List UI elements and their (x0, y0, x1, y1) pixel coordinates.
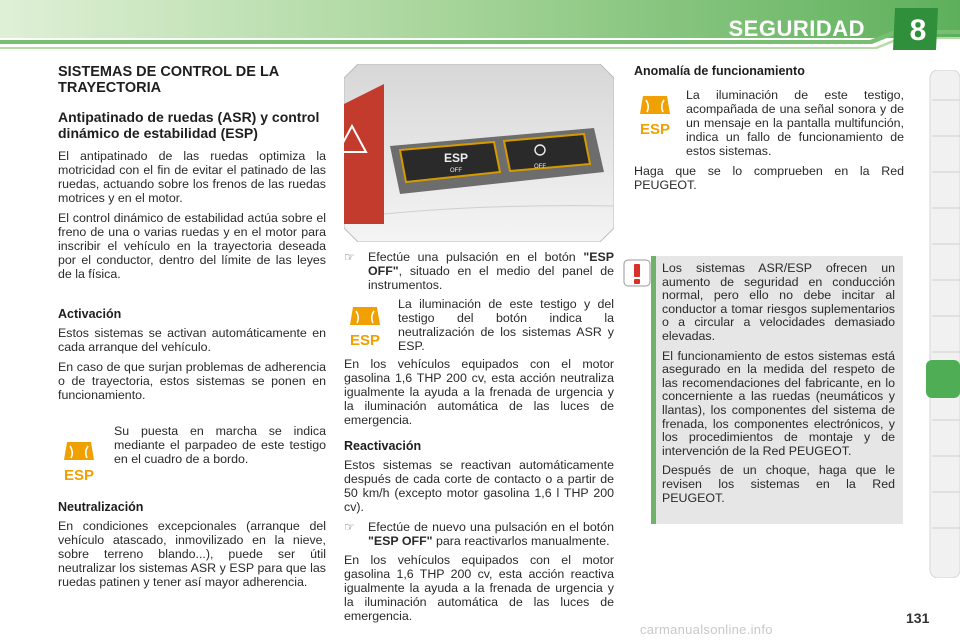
left-column (58, 64, 326, 595)
page-number: 131 (906, 610, 930, 626)
svg-text:OFF: OFF (450, 168, 462, 174)
note-paragraph: Después de un choque, haga que le revisen los sistemas en la Red PEUGEOT. (662, 463, 895, 505)
dashboard-photo (344, 64, 614, 242)
warning-exclamation-icon (622, 258, 652, 288)
section-title: SISTEMAS DE CONTROL DE LA TRAYECTORIA (58, 64, 279, 96)
svg-text:ESP: ESP (63, 467, 95, 484)
watermark: carmanualsonline.info (640, 622, 773, 637)
esp-warning-icon (344, 303, 386, 349)
chapter-title: SEGURIDAD (728, 16, 865, 41)
activation-heading: Activación (58, 307, 122, 321)
esp-off-button-label: ESP (443, 151, 469, 165)
paragraph: Estos sistemas se activan automáticamente en cada arranque del vehículo. (58, 326, 326, 354)
paragraph: Haga que se lo comprueben en la Red PEUGEOT. (634, 164, 904, 192)
paragraph: El control dinámico de estabilidad actúa sobre el freno de una o varias ruedas y en el motor para inscribir el vehículo en la trayectoria deseada por el conductor, dentro del límite de las leyes de la física. (58, 211, 326, 281)
svg-text:OFF: OFF (534, 164, 546, 170)
malfunction-description: La iluminación de este testigo, acompañada de una señal sonora y de un mensaje en la pantalla multifunción, indica un fallo de funcionamiento de estos sistemas. (686, 88, 904, 158)
safety-note (651, 256, 903, 524)
neutralization-heading: Neutralización (58, 500, 144, 514)
paragraph: En condiciones excepcionales (arranque del vehículo atascado, inmovilizado en la nieve, sobre terreno blando...), puede ser útil neutralizar los sistemas ASR y ESP para que las ruedas patinen y tener así mayor adherencia. (58, 519, 326, 589)
subsection-title: Antipatinado de ruedas (ASR) y control dinámico de estabilidad (ESP) (58, 109, 320, 141)
paragraph: El antipatinado de las ruedas optimiza la motricidad con el fin de evitar el patinado de las ruedas, actuando sobre los frenos de las ruedas motrices y en el motor. (58, 149, 326, 205)
indicator-description: Su puesta en marcha se indica mediante el parpadeo de este testigo en el cuadro de a bordo. (114, 424, 326, 466)
instruction-item: ☞ Efectúe una pulsación en el botón "ESP OFF", situado en el medio del panel de instrumentos. (344, 250, 614, 292)
svg-text:ESP: ESP (349, 332, 381, 349)
right-column (634, 64, 904, 198)
note-paragraph: Los sistemas ASR/ESP ofrecen un aumento de seguridad en conducción normal, pero ello no debe incitar al conductor a tomar riesgos suplementarios o a circular a velocidades demasiado elevadas. (662, 261, 895, 343)
svg-text:ESP: ESP (639, 121, 671, 138)
paragraph: En los vehículos equipados con el motor gasolina 1,6 THP 200 cv, esta acción reactiva igualmente la ayuda a la frenada de urgencia y la iluminación automática de las luces de emergencia. (344, 553, 614, 623)
pointer-icon: ☞ (344, 520, 355, 534)
indicator-description: La iluminación de este testigo y del testigo del botón indica la neutralización de los sistemas ASR y ESP. (398, 297, 614, 353)
instruction-item: ☞ Efectúe de nuevo una pulsación en el botón "ESP OFF" para reactivarlos manualmente. (344, 520, 614, 548)
chapter-number: 8 (909, 14, 927, 47)
paragraph: En los vehículos equipados con el motor gasolina 1,6 THP 200 cv, esta acción neutraliza igualmente la ayuda a la frenada de urgencia y la iluminación automática de las luces de emergencia. (344, 357, 614, 427)
note-paragraph: El funcionamiento de estos sistemas está asegurado en la medida del respeto de las recomendaciones del fabricante, en lo concerniente a las ruedas (neumáticos y llantas), los componentes del sistema de frenada, los componentes electrónicos, y los procedimientos de montaje y de intervención de la Red PEUGEOT. (662, 348, 895, 458)
paragraph: Estos sistemas se reactivan automáticamente después de cada corte de contacto o a partir de 50 km/h (excepto motor gasolina 1,6 l THP 200 cv). (344, 458, 614, 514)
reactivation-heading: Reactivación (344, 439, 422, 453)
pointer-icon: ☞ (344, 250, 355, 264)
chapter-tabs[interactable] (926, 70, 960, 578)
middle-column (344, 250, 614, 629)
esp-warning-icon (58, 438, 100, 484)
malfunction-heading: Anomalía de funcionamiento (634, 64, 805, 78)
esp-warning-icon (634, 92, 676, 138)
paragraph: En caso de que surjan problemas de adherencia o de trayectoria, estos sistemas se ponen en funcionamiento. (58, 360, 326, 402)
